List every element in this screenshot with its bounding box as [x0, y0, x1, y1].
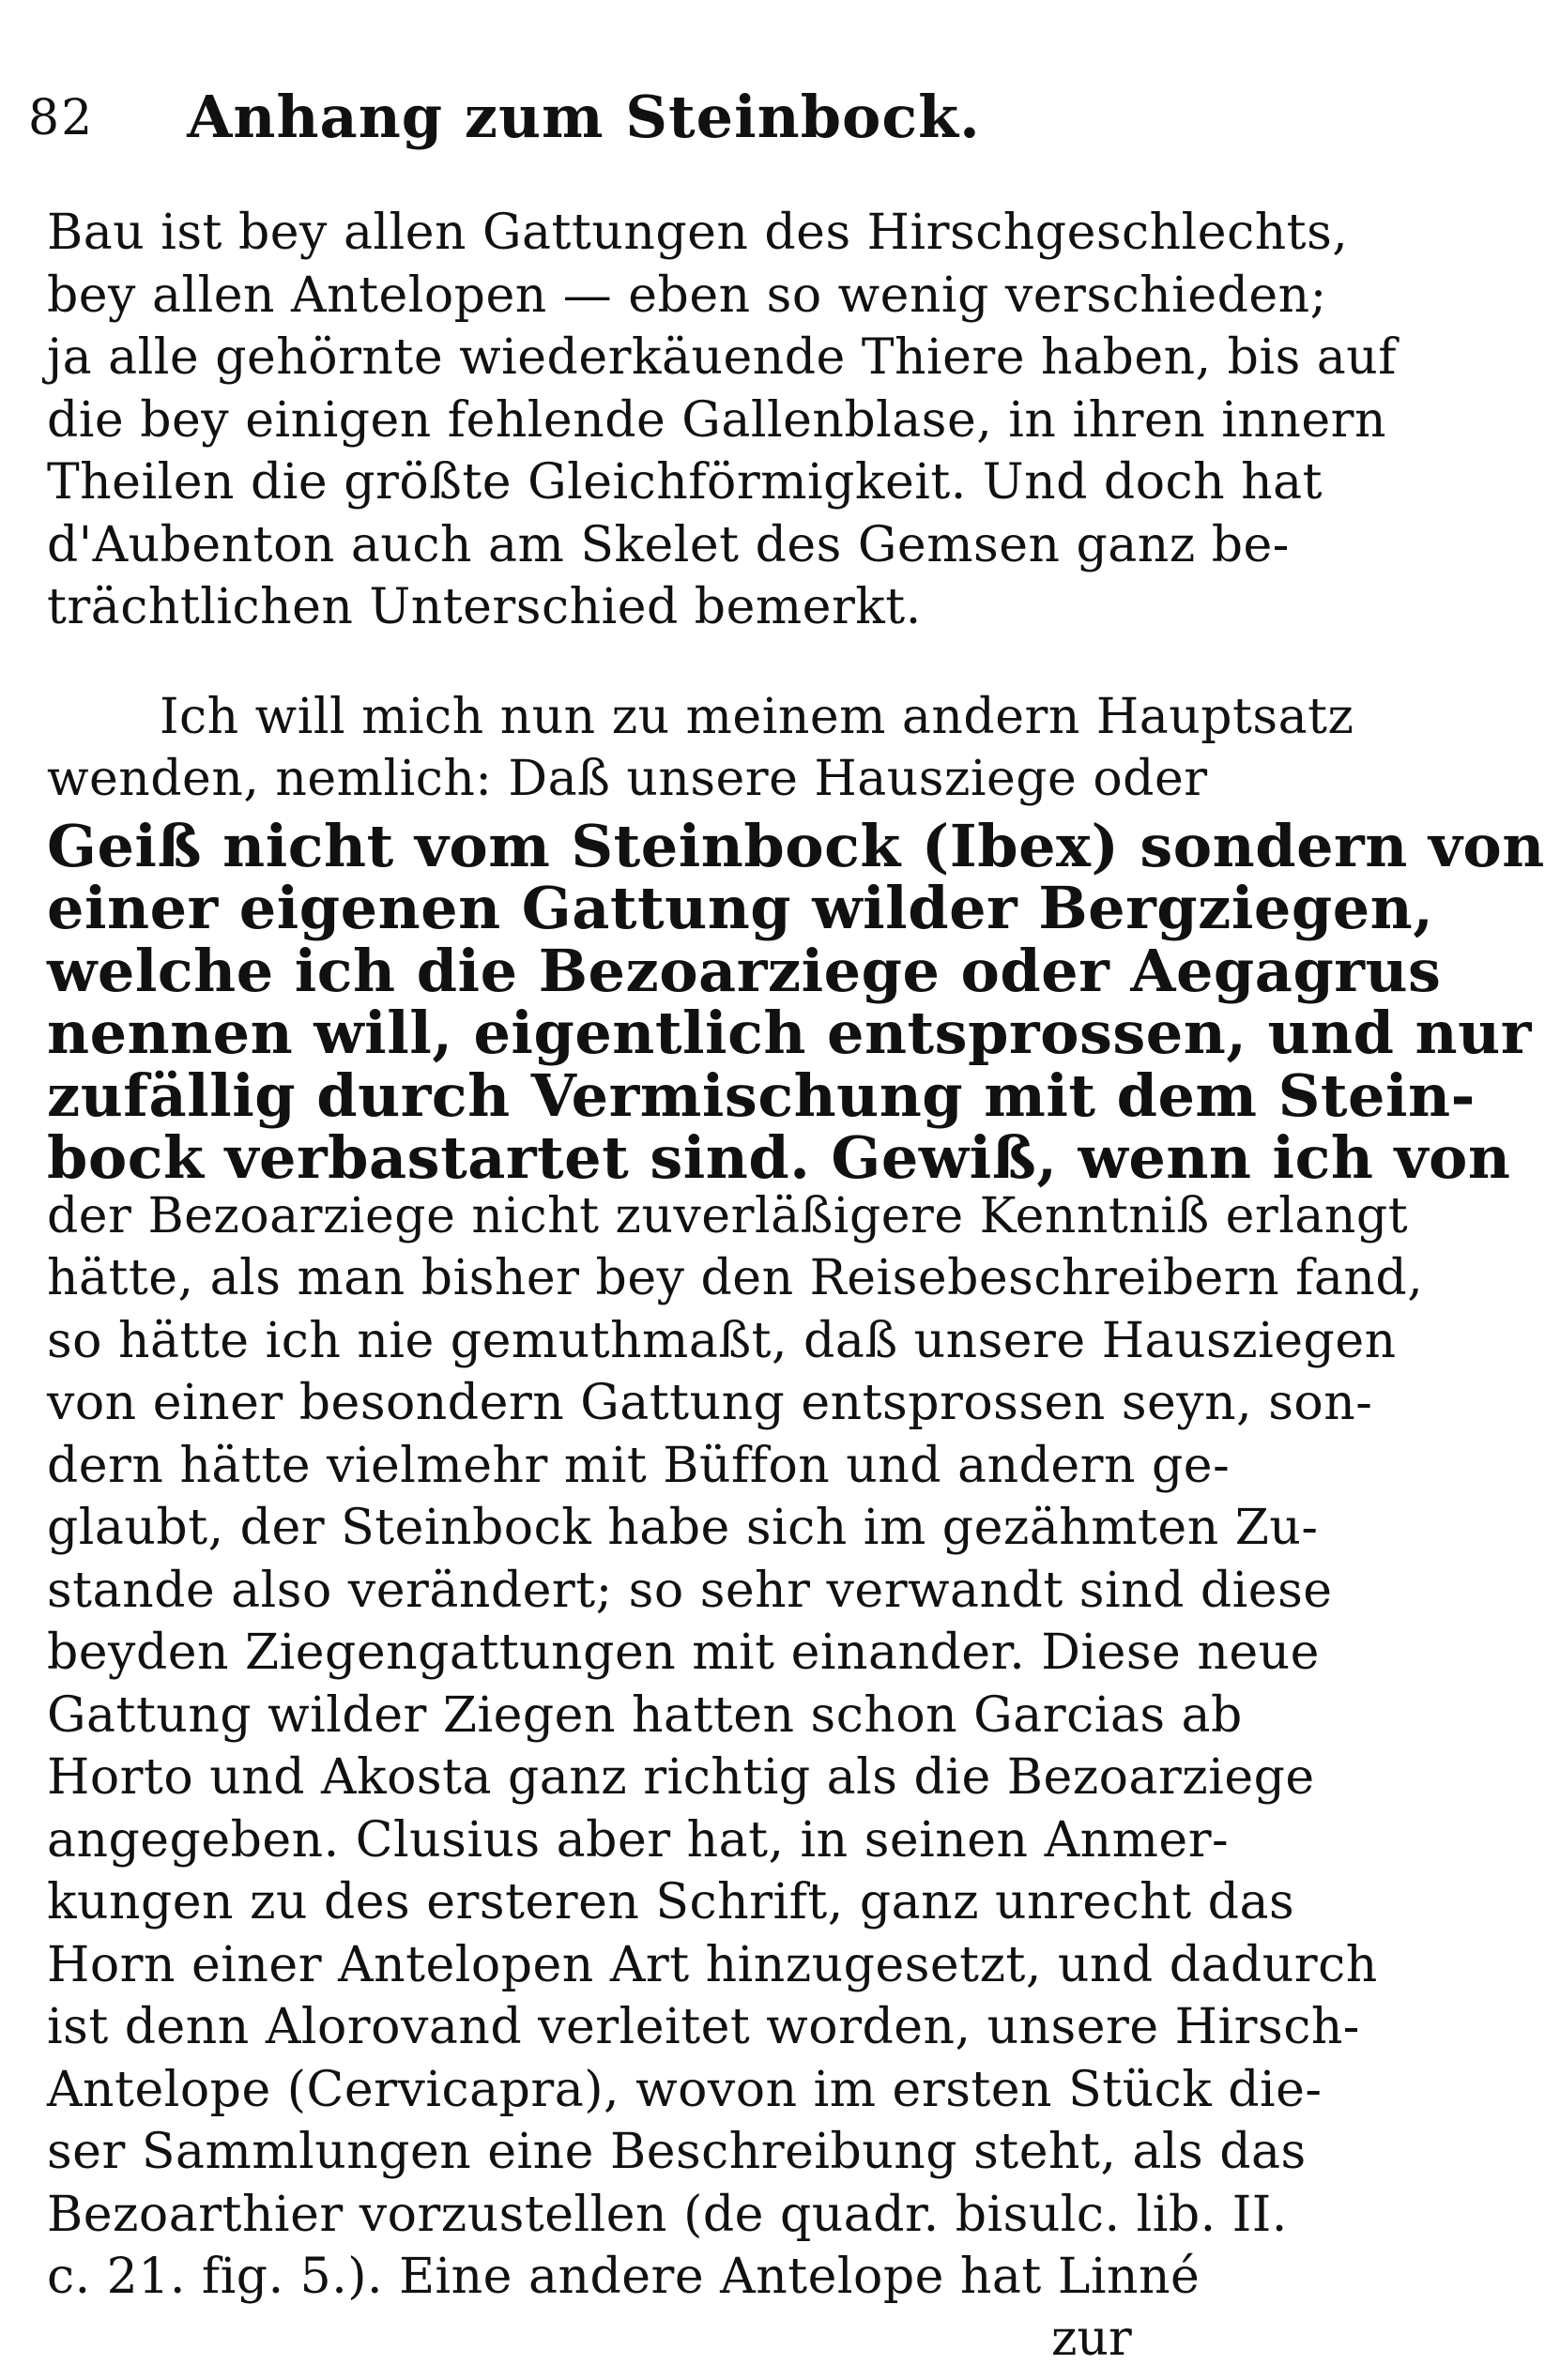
text-line: bey allen Antelopen — eben so wenig verschieden; [47, 267, 1327, 324]
text-line: so hätte ich nie gemuthmaßt, daß unsere Hausziegen [47, 1313, 1397, 1369]
text-line-emphasis: Geiß nicht vom Steinbock (Ibex) sondern von [47, 812, 1545, 880]
text-line: wenden, nemlich: Daß unsere Hausziege oder [47, 751, 1208, 807]
text-line: Horn einer Antelopen Art hinzugesetzt, und dadurch [47, 1937, 1378, 1993]
text-line: dern hätte vielmehr mit Büffon und andern ge- [47, 1438, 1231, 1494]
text-line: glaubt, der Steinbock habe sich im gezähmten Zu- [47, 1500, 1319, 1556]
text-line: Gattung wilder Ziegen hatten schon Garcias ab [47, 1687, 1243, 1744]
text-line: d'Aubenton auch am Skelet des Gemsen ganz be- [47, 517, 1290, 573]
text-line: kungen zu des ersteren Schrift, ganz unrecht das [47, 1874, 1295, 1930]
text-line: hätte, als man bisher bey den Reisebeschreibern fand, [47, 1250, 1424, 1306]
text-line: die bey einigen fehlende Gallenblase, in ihren innern [47, 392, 1386, 449]
text-line: ja alle gehörnte wiederkäuende Thiere haben, bis auf [47, 329, 1398, 386]
text-line: Antelope (Cervicapra), wovon im ersten Stück die- [47, 2062, 1323, 2118]
text-line: der Bezoarziege nicht zuverläßigere Kenntniß erlangt [47, 1188, 1409, 1244]
text-line-emphasis: einer eigenen Gattung wilder Bergziegen, [47, 874, 1434, 942]
catchword: zur [1051, 2311, 1132, 2367]
text-line: beyden Ziegengattungen mit einander. Diese neue [47, 1625, 1320, 1681]
text-line: c. 21. fig. 5.). Eine andere Antelope hat Linné [47, 2249, 1201, 2305]
text-line: Bau ist bey allen Gattungen des Hirschgeschlechts, [47, 205, 1349, 261]
text-line-emphasis: welche ich die Bezoarziege oder Aegagrus [47, 937, 1442, 1005]
text-line-emphasis: nennen will, eigentlich entsprossen, und nur [47, 999, 1532, 1067]
running-head: Anhang zum Steinbock. [187, 83, 981, 151]
text-line: ser Sammlungen eine Beschreibung steht, als das [47, 2124, 1307, 2180]
text-line: Theilen die größte Gleichförmigkeit. Und doch hat [47, 454, 1323, 511]
text-line: angegeben. Clusius aber hat, in seinen Anmer- [47, 1812, 1230, 1869]
page-number: 82 [28, 90, 95, 146]
text-line-emphasis: bock verbastartet sind. Gewiß, wenn ich von [47, 1123, 1511, 1192]
text-line: trächtlichen Unterschied bemerkt. [47, 579, 922, 635]
text-line: ist denn Alorovand verleitet worden, unsere Hirsch- [47, 1999, 1360, 2055]
text-line: Horto und Akosta ganz richtig als die Bezoarziege [47, 1749, 1315, 1806]
text-line: stande also verändert; so sehr verwandt sind diese [47, 1563, 1333, 1619]
text-line: von einer besondern Gattung entsprossen seyn, son- [47, 1375, 1373, 1431]
text-line: Bezoarthier vorzustellen (de quadr. bisulc. lib. II. [47, 2187, 1288, 2243]
text-line-emphasis: zufällig durch Vermischung mit dem Stein- [47, 1061, 1476, 1130]
text-line: Ich will mich nun zu meinem andern Hauptsatz [160, 689, 1354, 745]
